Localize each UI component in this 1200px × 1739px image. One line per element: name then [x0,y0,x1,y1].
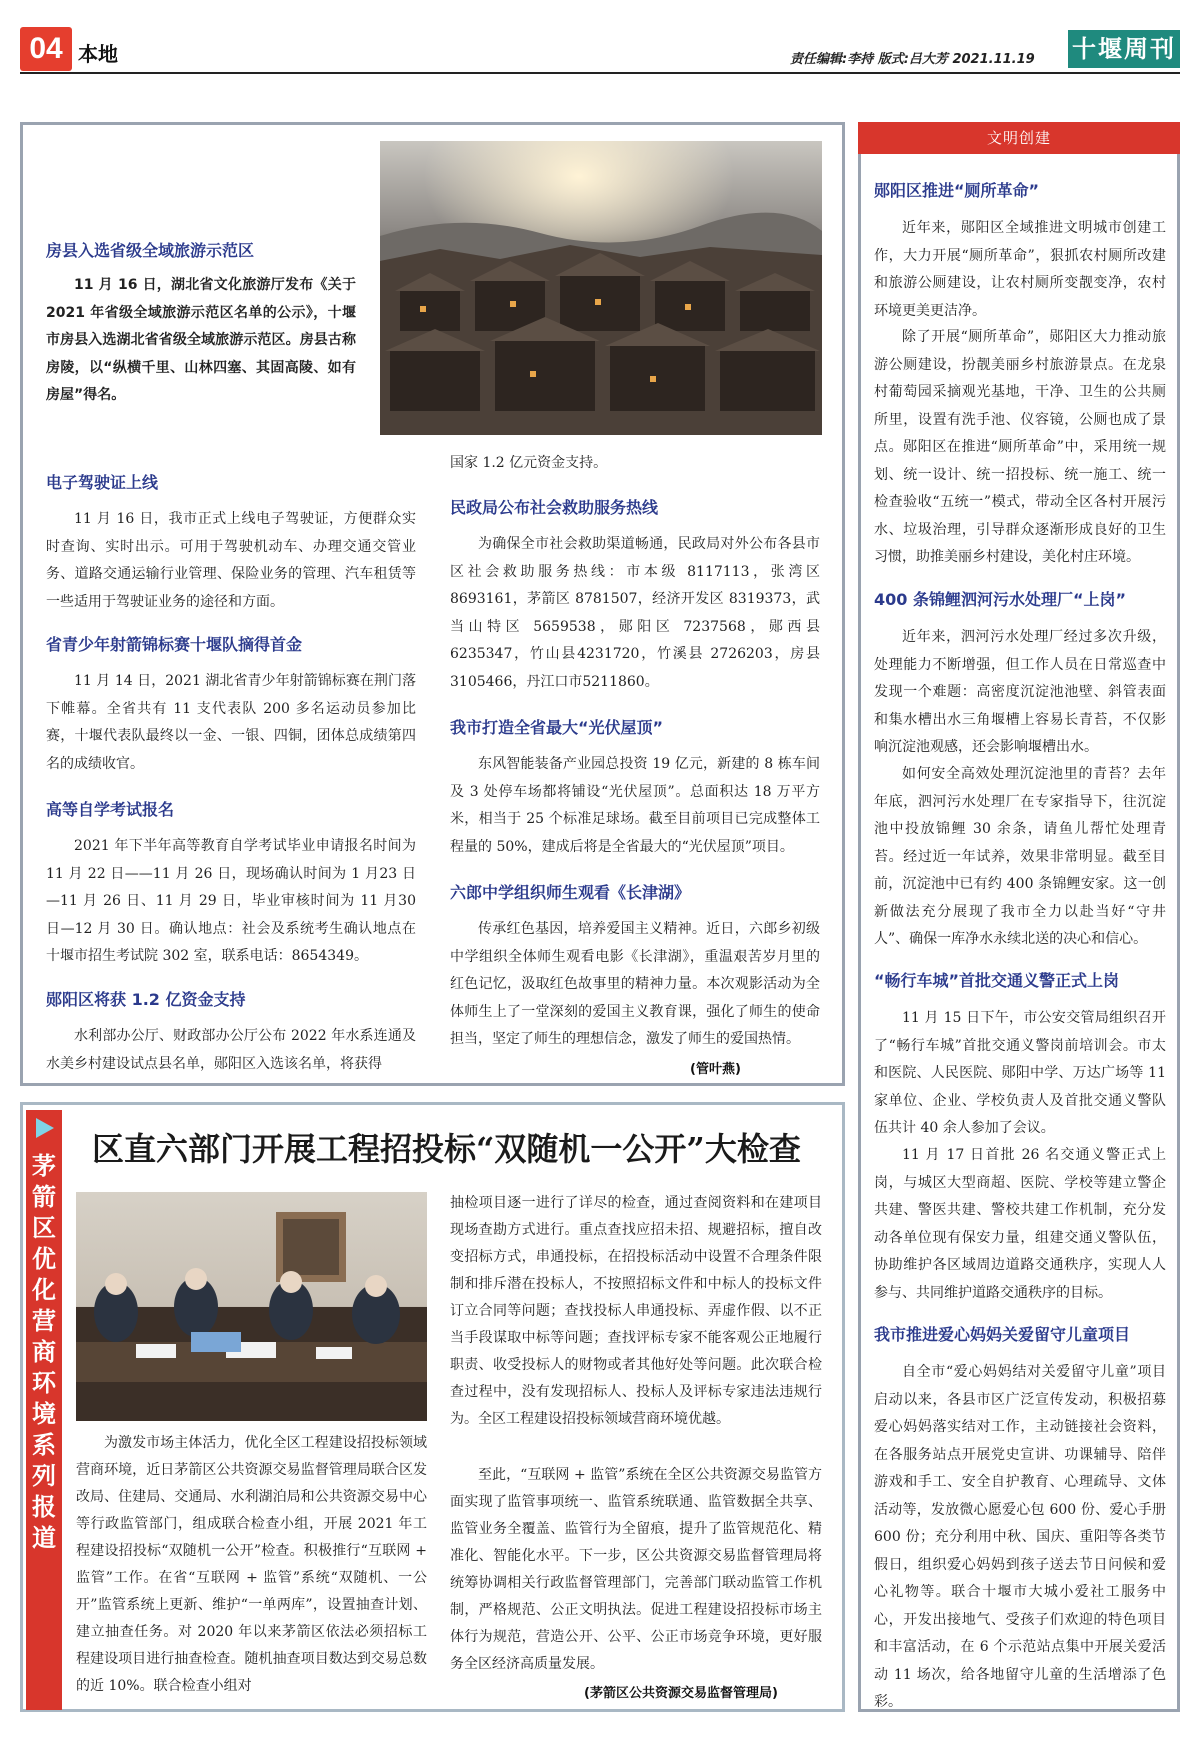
article-title: 房县入选省级全域旅游示范区 [46,241,255,260]
column-tab: 文明创建 [858,122,1180,154]
masthead-logo: 十堰周刊 [1068,30,1180,68]
feature-headline: 区直六部门开展工程招投标“双随机一公开”大检查 [92,1130,801,1168]
article-body: 11 月 15 日下午，市公安交管局组织召开了“畅行车城”首批交通义警岗前培训会。市太和医院、人民医院、郧阳中学、万达广场等 11 家单位、企业、学校负责人及首批交通义警队伍共计 40 余人参加了会议。 [874,1010,1166,1136]
article-body: 11 月 16 日，湖北省文化旅游厅发布《关于2021 年省级全域旅游示范区名单的公示》，十堰市房县入选湖北省省级全域旅游示范区。房县古称房陵，以“纵横千里、山林四塞、其固高陵、如有房屋”得名。 [46,277,356,403]
article-body: 11 月 16 日，我市正式上线电子驾驶证，方便群众实时查询、实时出示。可用于驾驶机动车、办理交通交管业务、道路交通运输行业管理、保险业务的管理、汽车租赁等一些适用于驾驶证业务的途径和方面。 [46,511,416,610]
play-arrow-icon [26,1110,62,1146]
article-body: 近年来，泗河污水处理厂经过多次升级，处理能力不断增强，但工作人员在日常巡查中发现一个难题：高密度沉淀池池壁、斜管表面和集水槽出水三角堰槽上容易长青苔，不仅影响沉淀池观感，还会影响堰槽出水。 [874,629,1166,755]
article-title: “畅行车城”首批交通义警正式上岗 [874,971,1120,990]
article-title: 我市打造全省最大“光伏屋顶” [450,718,664,737]
page-number: 04 [20,27,72,71]
article-body: 为确保全市社会救助渠道畅通，民政局对外公布各县市区社会救助服务热线：市本级 8117113，张湾区8693161，茅箭区 8781507，经济开发区 8319373，武当山特区 5659538，郧阳区 7237568，郧西县 6235347，竹山县4231720，竹溪县 2726203，房县 3105466，丹江口市5211860。 [450,536,820,690]
article-body: 除了开展“厕所革命”，郧阳区大力推动旅游公厕建设，扮靓美丽乡村旅游景点。在龙泉村葡萄园采摘观光基地，干净、卫生的公共厕所里，设置有洗手池、仪容镜，公厕也成了景点。郧阳区在推进“厕所革命”中，采用统一规划、统一设计、统一招投标、统一施工、统一检查验收“五统一”模式，带动全区各村开展污水、垃圾治理，引导群众逐渐形成良好的卫生习惯，助推美丽乡村建设，美化村庄环境。 [874,329,1166,565]
editor-credits: 责任编辑:李持 版式:吕大芳 2021.11.19 [790,52,1035,67]
article-title: 我市推进爱心妈妈关爱留守儿童项目 [874,1325,1131,1344]
article-body: 水利部办公厅、财政部办公厅公布 2022 年水系连通及水美乡村建设试点县名单，郧阳区入选该名单，将获得 [46,1028,416,1072]
feature-body: 至此，“互联网 + 监管”系统在全区公共资源交易监管方面实现了监管事项统一、监管系统联通、监管数据全共享、监管业务全覆盖、监管行为全留痕，提升了监管规范化、精准化、智能化水平。下一步，区公共资源交易监督管理局将统筹协调相关行政监督管理部门，完善部门联动监管工作机制，严格规范、公正文明执法。促进工程建设招投标市场主体行为规范，营造公开、公平、公正市场竞争环境，更好服务全区经济高质量发展。 [450,1467,822,1672]
article-body: 传承红色基因，培养爱国主义精神。近日，六郎乡初级中学组织全体师生观看电影《长津湖》，重温艰苦岁月里的红色记忆，汲取红色故事里的精神力量。本次观影活动为全体师生上了一堂深刻的爱国主义教育课，强化了师生的使命担当，坚定了师生的理想信念，激发了师生的爱国热情。 [450,921,820,1047]
article-title: 郧阳区推进“厕所革命” [874,181,1040,200]
article-body: 东风智能装备产业园总投资 19 亿元，新建的 8 栋车间及 3 处停车场都将铺设“光伏屋顶”。总面积达 18 万平方米，相当于 25 个标准足球场。截至目前项目已完成整体工程量的 50%，建成后将是全省最大的“光伏屋顶”项目。 [450,756,820,855]
article-byline: (管叶燕) [690,1062,741,1077]
inspection-meeting-photo [76,1192,427,1421]
article-title: 六郎中学组织师生观看《长津湖》 [450,883,691,902]
article-body: 2021 年下半年高等教育自学考试毕业申请报名时间为 11 月 22 日——11 月 26 日，现场确认时间为 1 月23 日—11 月 26 日、11 月 29 日，毕业审核时间为 11 月30 日—12 月 30 日。确认地点：社会及系统考生确认地点在十堰市招生考试院 302 室，联系电话：8654349。 [46,838,416,964]
article-title: 省青少年射箭锦标赛十堰队摘得首金 [46,635,303,654]
ancient-town-photo [380,141,822,435]
feature-byline: (茅箭区公共资源交易监督管理局) [584,1686,778,1701]
feature-body: 为激发市场主体活力，优化全区工程建设招投标领域营商环境，近日茅箭区公共资源交易监督管理局联合区发改局、住建局、交通局、水利湖泊局和公共资源交易中心等行政监管部门，组成联合检查小组，开展 2021 年工程建设招投标“双随机一公开”检查。积极推行“互联网 + 监管”工作。在省“互联网 + 监管”系统“双随机、一公开”监管系统上更新、维护“一单两库”，设置抽查计划、建立抽查任务。对 2020 年以来茅箭区依法必须招标工程建设项目进行抽查检查。随机抽查项目数达到交易总数的近 10%。联合检查小组对 [76,1435,427,1694]
series-label: 茅箭区优化营商环境系列报道 [32,1151,56,1552]
feature-body: 抽检项目逐一进行了详尽的检查，通过查阅资料和在建项目现场查勘方式进行。重点查找应招未招、规避招标，擅自改变招标方式，串通投标，在招投标活动中设置不合理条件限制和排斥潜在投标人，不按照招标文件和中标人的投标文件订立合同等问题；查找投标人串通投标、弄虚作假、以不正当手段谋取中标等问题；查找评标专家不能客观公正地履行职责、收受投标人的财物或者其他好处等问题。此次联合检查过程中，没有发现招标人、投标人及评标专家违法违规行为。全区工程建设招投标领域营商环境优越。 [450,1195,822,1427]
header-divider [20,72,1180,74]
article-title: 电子驾驶证上线 [46,473,159,492]
section-title: 本地 [78,42,118,66]
article-body: 自全市“爱心妈妈结对关爱留守儿童”项目启动以来，各县市区广泛宣传发动，积极招募爱心妈妈落实结对工作，主动链接社会资料，在各服务站点开展党史宣讲、功课辅导、陪伴游戏和手工、安全自护教育、心理疏导、文体活动等，发放微心愿爱心包 600 份、爱心手册 600 份；充分利用中秋、国庆、重阳等各类节假日，组织爱心妈妈到孩子送去节日问候和爱心礼物等。联合十堰市大城小爱社工服务中心，开发出接地气、受孩子们欢迎的特色项目和丰富活动，在 6 个示范站点集中开展关爱活动 11 场次，给各地留守儿童的生活增添了色彩。 [874,1364,1166,1710]
town-illustration [380,141,822,435]
article-body: 11 月 14 日，2021 湖北省青少年射箭锦标赛在荆门落下帷幕。全省共有 11 支代表队 200 多名运动员参加比赛，十堰代表队最终以一金、一银、四铜，团体总成绩第四名的成绩收官。 [46,673,416,772]
article-body: 近年来，郧阳区全域推进文明城市创建工作，大力开展“厕所革命”，狠抓农村厕所改建和旅游公厕建设，让农村厕所变靓变净，农村环境更美更洁净。 [874,220,1166,319]
article-continued: 国家 1.2 亿元资金支持。 [450,455,608,471]
article-body: 如何安全高效处理沉淀池里的青苔？去年年底，泗河污水处理厂在专家指导下，往沉淀池中投放锦鲤 30 余条，请鱼儿帮忙处理青苔。经过近一年试养，效果非常明显。截至目前，沉淀池中已有约 400 条锦鲤安家。这一创新做法充分展现了我市全力以赴当好“守井人”、确保一库净水永续北送的决心和信心。 [874,766,1166,947]
article-title: 民政局公布社会救助服务热线 [450,498,659,517]
article-title: 400 条锦鲤泗河污水处理厂“上岗” [874,590,1127,609]
meeting-illustration [76,1192,427,1421]
article-body: 11 月 17 日首批 26 名交通义警正式上岗，与城区大型商超、医院、学校等建立警企共建、警医共建、警校共建工作机制，充分发动各单位现有保安力量，组建交通义警队伍，协助维护各区域周边道路交通秩序，实现人人参与、共同维护道路交通秩序的目标。 [874,1147,1166,1301]
article-title: 郧阳区将获 1.2 亿资金支持 [46,990,246,1009]
article-title: 高等自学考试报名 [46,800,175,819]
